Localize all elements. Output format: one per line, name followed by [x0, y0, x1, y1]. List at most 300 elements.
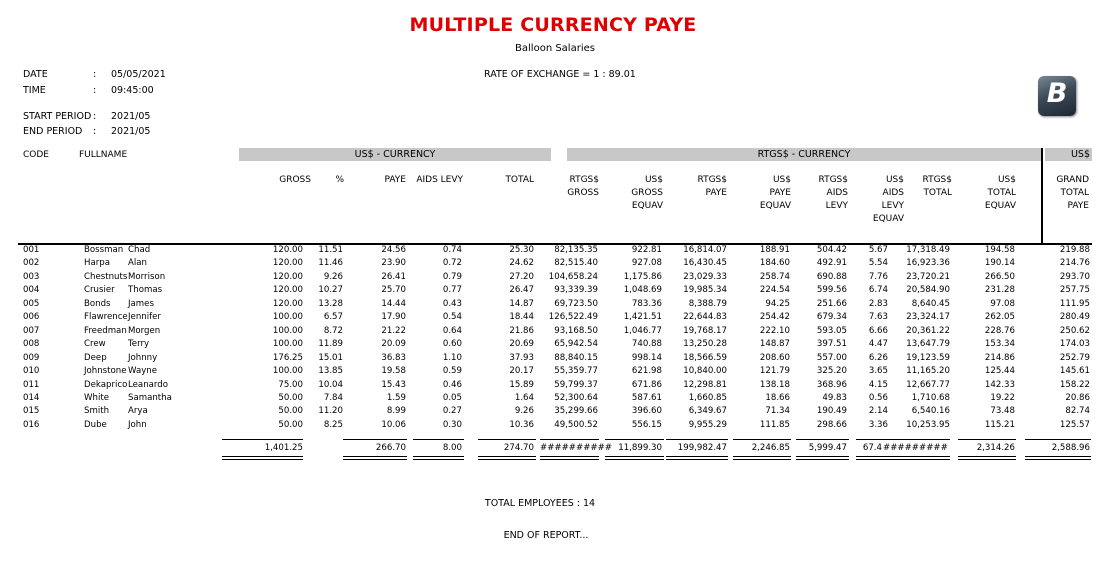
cell-usd-gross-equav: 1,175.86 [623, 271, 662, 282]
cell-usd-aids-equav: 3.65 [868, 366, 888, 377]
total-rule [540, 439, 599, 440]
cell-rtgs-aids: 679.34 [816, 312, 847, 323]
cell-pct: 8.72 [323, 325, 343, 336]
cell-usd-aids-equav: 6.74 [868, 285, 888, 296]
cell-total: 37.93 [509, 352, 534, 363]
cell-rtgs-total: 11,165.20 [906, 366, 950, 377]
cell-paye: 26.41 [381, 271, 406, 282]
cell-aids: 0.27 [442, 406, 462, 417]
colon: : [93, 85, 97, 96]
cell-surname: Johnstone [84, 366, 127, 377]
cell-rtgs-gross: 82,135.35 [554, 245, 598, 255]
cell-usd-paye-equav: 254.42 [759, 312, 790, 323]
cell-usd-gross-equav: 922.81 [631, 245, 662, 255]
cell-usd-gross-equav: 396.60 [631, 406, 662, 417]
col-grand-total-paye: GRAND TOTAL PAYE [1056, 175, 1089, 211]
cell-usd-gross-equav: 671.86 [631, 379, 662, 390]
usd-currency-section: US$ - CURRENCY [239, 148, 551, 161]
cell-paye: 14.44 [381, 298, 406, 309]
cell-paye: 15.43 [381, 379, 406, 390]
cell-grand-total: 280.49 [1059, 312, 1090, 323]
total-rule [413, 439, 464, 440]
cell-code: 004 [23, 285, 40, 296]
total-rule [796, 456, 849, 457]
total-rule [413, 456, 464, 457]
cell-rtgs-total: 23,324.17 [906, 312, 950, 323]
cell-usd-aids-equav: 2.14 [868, 406, 888, 417]
column-divider [1041, 148, 1043, 244]
total-rule [666, 459, 728, 460]
cell-total: 18.44 [509, 312, 534, 323]
cell-rtgs-paye: 9,955.29 [688, 419, 727, 430]
cell-total: 20.69 [509, 339, 534, 350]
col-rtgs-aids-levy: RTGS$ AIDS LEVY [818, 175, 848, 211]
cell-pct: 13.85 [318, 366, 343, 377]
cell-usd-aids-equav: 4.15 [868, 379, 888, 390]
cell-usd-total-equav: 73.48 [990, 406, 1015, 417]
total-rule [958, 456, 1016, 457]
cell-usd-total-equav: 19.22 [990, 392, 1015, 403]
cell-usd-aids-equav: 0.56 [868, 392, 888, 403]
rtgs-currency-section: RTGS$ - CURRENCY [567, 148, 1041, 161]
cell-rtgs-total: 16,923.36 [906, 258, 950, 269]
total-rule [733, 456, 791, 457]
cell-usd-gross-equav: 740.88 [631, 339, 662, 350]
cell-grand-total: 20.86 [1065, 392, 1090, 403]
cell-usd-aids-equav: 3.36 [868, 419, 888, 430]
cell-rtgs-paye: 8,388.79 [688, 298, 727, 309]
cell-usd-aids-equav: 5.54 [868, 258, 888, 269]
cell-paye: 21.22 [381, 325, 406, 336]
cell-surname: Bonds [84, 298, 111, 309]
cell-rtgs-aids: 368.96 [816, 379, 847, 390]
cell-usd-paye-equav: 138.18 [759, 379, 790, 390]
cell-usd-gross-equav: 587.61 [631, 392, 662, 403]
cell-code: 003 [23, 271, 40, 282]
total-rtgs-total: ######### [883, 443, 948, 453]
date-label: DATE [23, 69, 48, 80]
cell-grand-total: 82.74 [1065, 406, 1090, 417]
cell-gross: 120.00 [272, 271, 303, 282]
cell-paye: 17.90 [381, 312, 406, 323]
total-grand-total: 2,588.96 [1051, 443, 1090, 453]
cell-rtgs-paye: 16,430.45 [683, 258, 727, 269]
cell-grand-total: 174.03 [1059, 339, 1090, 350]
col-aids-levy: AIDS LEVY [416, 175, 463, 185]
cell-code: 014 [23, 392, 40, 403]
total-rule [540, 459, 599, 460]
cell-usd-aids-equav: 7.63 [868, 312, 888, 323]
col-paye: PAYE [384, 175, 406, 185]
cell-pct: 7.84 [323, 392, 343, 403]
time-label: TIME [23, 85, 46, 96]
cell-grand-total: 257.75 [1059, 285, 1090, 296]
total-rule [540, 456, 599, 457]
col-gross: GROSS [279, 175, 311, 185]
cell-usd-total-equav: 97.08 [990, 298, 1015, 309]
cell-rtgs-paye: 16,814.07 [683, 245, 727, 255]
cell-code: 011 [23, 379, 40, 390]
cell-rtgs-gross: 35,299.66 [554, 406, 598, 417]
cell-rtgs-gross: 104,658.24 [548, 271, 598, 282]
cell-aids: 1.10 [442, 352, 462, 363]
cell-aids: 0.30 [442, 419, 462, 430]
cell-rtgs-gross: 65,942.54 [554, 339, 598, 350]
total-usd-gross-equav: 11,899.30 [618, 443, 662, 453]
cell-gross: 120.00 [272, 298, 303, 309]
cell-aids: 0.64 [442, 325, 462, 336]
total-rule [605, 459, 664, 460]
cell-surname: Flawrence [84, 312, 128, 323]
table-row [0, 257, 1112, 270]
cell-surname: Crusier [84, 285, 115, 296]
cell-usd-total-equav: 266.50 [984, 271, 1015, 282]
col-rtgs-total: RTGS$ TOTAL [922, 175, 952, 198]
cell-rtgs-aids: 251.66 [816, 298, 847, 309]
report-subtitle: Balloon Salaries [515, 43, 595, 54]
cell-surname: Harpa [84, 258, 110, 269]
cell-code: 001 [23, 245, 40, 255]
cell-gross: 50.00 [278, 406, 303, 417]
cell-usd-gross-equav: 998.14 [631, 352, 662, 363]
cell-grand-total: 250.62 [1059, 325, 1090, 336]
cell-usd-total-equav: 214.86 [984, 352, 1015, 363]
cell-code: 007 [23, 325, 40, 336]
cell-surname: Freedman [84, 325, 127, 336]
cell-rtgs-gross: 69,723.50 [554, 298, 598, 309]
cell-pct: 9.26 [323, 271, 343, 282]
total-rule [666, 456, 728, 457]
total-usd-total-equav: 2,314.26 [976, 443, 1015, 453]
start-period-value: 2021/05 [111, 111, 151, 122]
col-usd-total-equav: US$ TOTAL EQUAV [984, 175, 1016, 211]
cell-pct: 11.51 [318, 245, 343, 255]
total-rule [343, 439, 407, 440]
cell-rtgs-aids: 397.51 [816, 339, 847, 350]
total-gross: 1,401.25 [264, 443, 303, 453]
cell-pct: 8.25 [323, 419, 343, 430]
total-rule [856, 459, 950, 460]
cell-rtgs-gross: 88,840.15 [554, 352, 598, 363]
cell-pct: 13.28 [318, 298, 343, 309]
cell-gross: 120.00 [272, 245, 303, 255]
cell-usd-aids-equav: 5.67 [868, 245, 888, 255]
cell-aids: 0.72 [442, 258, 462, 269]
cell-rtgs-total: 17,318.49 [906, 245, 950, 255]
cell-gross: 50.00 [278, 419, 303, 430]
cell-grand-total: 111.95 [1059, 298, 1090, 309]
cell-rtgs-aids: 557.00 [816, 352, 847, 363]
start-period-label: START PERIOD [23, 111, 92, 122]
company-logo-icon: B [1038, 76, 1076, 116]
colon: : [93, 69, 97, 80]
col-usd-gross-equav: US$ GROSS EQUAV [631, 175, 663, 211]
col-rtgs-paye: RTGS$ PAYE [697, 175, 727, 198]
cell-gross: 100.00 [272, 325, 303, 336]
total-rule [222, 456, 303, 457]
cell-usd-gross-equav: 1,046.77 [623, 325, 662, 336]
table-row [0, 392, 1112, 405]
cell-usd-paye-equav: 148.87 [759, 339, 790, 350]
cell-grand-total: 219.88 [1059, 245, 1090, 255]
cell-rtgs-aids: 298.66 [816, 419, 847, 430]
cell-gross: 50.00 [278, 392, 303, 403]
cell-total: 20.17 [509, 366, 534, 377]
cell-rtgs-gross: 93,168.50 [554, 325, 598, 336]
total-rule [222, 459, 303, 460]
cell-rtgs-total: 12,667.77 [906, 379, 950, 390]
total-total: 274.70 [503, 443, 534, 453]
cell-rtgs-aids: 599.56 [816, 285, 847, 296]
cell-firstname: Morgen [128, 325, 161, 336]
cell-firstname: Jennifer [128, 312, 161, 323]
cell-total: 9.26 [514, 406, 534, 417]
cell-usd-paye-equav: 258.74 [759, 271, 790, 282]
total-rule [796, 439, 849, 440]
cell-rtgs-total: 10,253.95 [906, 419, 950, 430]
total-rule [796, 459, 849, 460]
cell-usd-total-equav: 194.58 [984, 245, 1015, 255]
cell-gross: 100.00 [272, 366, 303, 377]
cell-surname: Chestnuts [84, 271, 128, 282]
total-rule [1025, 439, 1091, 440]
col-percent: % [335, 175, 344, 185]
cell-gross: 100.00 [272, 339, 303, 350]
cell-usd-gross-equav: 927.08 [631, 258, 662, 269]
cell-grand-total: 293.70 [1059, 271, 1090, 282]
cell-rtgs-total: 23,720.21 [906, 271, 950, 282]
cell-usd-paye-equav: 121.79 [759, 366, 790, 377]
cell-gross: 75.00 [278, 379, 303, 390]
cell-rtgs-paye: 19,985.34 [683, 285, 727, 296]
cell-code: 002 [23, 258, 40, 269]
total-rtgs-aids: 5,999.47 [808, 443, 847, 453]
cell-aids: 0.77 [442, 285, 462, 296]
total-rule [1025, 456, 1091, 457]
cell-usd-aids-equav: 7.76 [868, 271, 888, 282]
cell-rtgs-total: 13,647.79 [906, 339, 950, 350]
table-row [0, 352, 1112, 365]
col-usd-paye-equav: US$ PAYE EQUAV [759, 175, 791, 211]
cell-pct: 10.04 [318, 379, 343, 390]
cell-pct: 11.46 [318, 258, 343, 269]
total-rule [605, 439, 664, 440]
usd-short-section: US$ [1045, 148, 1092, 161]
col-code: CODE [23, 150, 49, 160]
cell-usd-paye-equav: 222.10 [759, 325, 790, 336]
cell-aids: 0.74 [442, 245, 462, 255]
table-row [0, 298, 1112, 311]
total-rule [343, 456, 407, 457]
cell-pct: 10.27 [318, 285, 343, 296]
cell-aids: 0.79 [442, 271, 462, 282]
cell-aids: 0.59 [442, 366, 462, 377]
colon: : [93, 126, 97, 137]
table-row [0, 244, 1112, 257]
cell-rtgs-total: 19,123.59 [906, 352, 950, 363]
cell-usd-paye-equav: 111.85 [759, 419, 790, 430]
col-total: TOTAL [505, 175, 534, 185]
end-of-report: END OF REPORT... [503, 530, 589, 541]
cell-pct: 15.01 [318, 352, 343, 363]
total-rule [733, 439, 791, 440]
total-rule [856, 439, 950, 440]
cell-surname: White [84, 392, 109, 403]
time-value: 09:45:00 [111, 85, 154, 96]
cell-paye: 23.90 [381, 258, 406, 269]
cell-rtgs-paye: 19,768.17 [683, 325, 727, 336]
cell-usd-gross-equav: 783.36 [631, 298, 662, 309]
table-row [0, 419, 1112, 432]
cell-grand-total: 125.57 [1059, 419, 1090, 430]
cell-aids: 0.46 [442, 379, 462, 390]
total-rule [856, 456, 950, 457]
cell-firstname: Arya [128, 406, 148, 417]
cell-firstname: John [128, 419, 147, 430]
cell-rtgs-total: 6,540.16 [911, 406, 950, 417]
table-row [0, 271, 1112, 284]
total-employees: TOTAL EMPLOYEES : 14 [484, 498, 596, 509]
total-rule [958, 439, 1016, 440]
cell-usd-aids-equav: 4.47 [868, 339, 888, 350]
cell-code: 005 [23, 298, 40, 309]
cell-paye: 24.56 [381, 245, 406, 255]
total-rule [478, 459, 536, 460]
cell-rtgs-paye: 12,298.81 [683, 379, 727, 390]
cell-rtgs-total: 20,361.22 [906, 325, 950, 336]
report-title: MULTIPLE CURRENCY PAYE [409, 14, 697, 36]
cell-usd-gross-equav: 556.15 [631, 419, 662, 430]
total-rule [958, 459, 1016, 460]
cell-rtgs-gross: 49,500.52 [554, 419, 598, 430]
cell-gross: 100.00 [272, 312, 303, 323]
cell-usd-paye-equav: 208.60 [759, 352, 790, 363]
col-usd-aids-levy-equav: US$ AIDS LEVY EQUAV [872, 175, 904, 224]
cell-rtgs-total: 1,710.68 [911, 392, 950, 403]
cell-grand-total: 145.61 [1059, 366, 1090, 377]
cell-paye: 20.09 [381, 339, 406, 350]
cell-rtgs-aids: 49.83 [822, 392, 847, 403]
colon: : [93, 111, 97, 122]
cell-rtgs-total: 20,584.90 [906, 285, 950, 296]
cell-rtgs-paye: 23,029.33 [683, 271, 727, 282]
cell-total: 27.20 [509, 271, 534, 282]
cell-rtgs-paye: 6,349.67 [688, 406, 727, 417]
cell-pct: 11.89 [318, 339, 343, 350]
cell-rtgs-aids: 325.20 [816, 366, 847, 377]
cell-aids: 0.60 [442, 339, 462, 350]
table-row [0, 405, 1112, 418]
table-row [0, 284, 1112, 297]
cell-total: 24.62 [509, 258, 534, 269]
total-usd-paye-equav: 2,246.85 [751, 443, 790, 453]
cell-total: 15.89 [509, 379, 534, 390]
cell-paye: 36.83 [381, 352, 406, 363]
total-rule [222, 439, 303, 440]
cell-usd-paye-equav: 71.34 [765, 406, 790, 417]
cell-rtgs-aids: 504.42 [816, 245, 847, 255]
cell-rtgs-aids: 690.88 [816, 271, 847, 282]
end-period-label: END PERIOD [23, 126, 83, 137]
cell-paye: 1.59 [386, 392, 406, 403]
cell-pct: 6.57 [323, 312, 343, 323]
total-rule [343, 459, 407, 460]
cell-gross: 176.25 [272, 352, 303, 363]
cell-rtgs-total: 8,640.45 [911, 298, 950, 309]
cell-rtgs-aids: 190.49 [816, 406, 847, 417]
table-row [0, 338, 1112, 351]
cell-pct: 11.20 [318, 406, 343, 417]
cell-firstname: Leanardo [128, 379, 168, 390]
cell-rtgs-aids: 492.91 [816, 258, 847, 269]
total-rule [413, 459, 464, 460]
cell-total: 14.87 [509, 298, 534, 309]
exchange-rate: RATE OF EXCHANGE = 1 : 89.01 [484, 69, 636, 80]
cell-paye: 25.70 [381, 285, 406, 296]
cell-total: 1.64 [514, 392, 534, 403]
total-rule [1025, 459, 1091, 460]
cell-code: 016 [23, 419, 40, 430]
cell-aids: 0.05 [442, 392, 462, 403]
cell-surname: Smith [84, 406, 110, 417]
cell-firstname: Samantha [128, 392, 172, 403]
cell-usd-aids-equav: 6.26 [868, 352, 888, 363]
cell-surname: Bossman [84, 245, 124, 255]
cell-firstname: Wayne [128, 366, 158, 377]
cell-gross: 120.00 [272, 258, 303, 269]
cell-code: 009 [23, 352, 40, 363]
cell-usd-total-equav: 153.34 [984, 339, 1015, 350]
cell-rtgs-paye: 13,250.28 [683, 339, 727, 350]
cell-rtgs-gross: 52,300.64 [554, 392, 598, 403]
cell-paye: 8.99 [386, 406, 406, 417]
cell-usd-gross-equav: 621.98 [631, 366, 662, 377]
cell-grand-total: 252.79 [1059, 352, 1090, 363]
date-value: 05/05/2021 [111, 69, 166, 80]
cell-firstname: Terry [128, 339, 150, 350]
col-fullname: FULLNAME [79, 150, 128, 160]
end-period-value: 2021/05 [111, 126, 151, 137]
cell-surname: Dube [84, 419, 107, 430]
cell-firstname: James [128, 298, 154, 309]
cell-grand-total: 158.22 [1059, 379, 1090, 390]
table-row [0, 311, 1112, 324]
cell-rtgs-gross: 93,339.39 [554, 285, 598, 296]
total-rtgs-gross: ########## [540, 443, 613, 453]
cell-rtgs-gross: 55,359.77 [554, 366, 598, 377]
cell-aids: 0.54 [442, 312, 462, 323]
cell-usd-aids-equav: 2.83 [868, 298, 888, 309]
cell-firstname: Johnny [128, 352, 158, 363]
cell-surname: Deep [84, 352, 107, 363]
cell-code: 010 [23, 366, 40, 377]
cell-rtgs-gross: 126,522.49 [548, 312, 598, 323]
total-rule [478, 456, 536, 457]
cell-code: 015 [23, 406, 40, 417]
table-row [0, 365, 1112, 378]
cell-usd-paye-equav: 188.91 [759, 245, 790, 255]
total-rule [605, 456, 664, 457]
table-row [0, 379, 1112, 392]
cell-code: 006 [23, 312, 40, 323]
cell-usd-total-equav: 262.05 [984, 312, 1015, 323]
cell-firstname: Thomas [128, 285, 163, 296]
cell-total: 25.30 [509, 245, 534, 255]
cell-usd-total-equav: 115.21 [984, 419, 1015, 430]
cell-rtgs-paye: 22,644.83 [683, 312, 727, 323]
total-rtgs-paye: 199,982.47 [677, 443, 727, 453]
cell-rtgs-paye: 1,660.85 [688, 392, 727, 403]
